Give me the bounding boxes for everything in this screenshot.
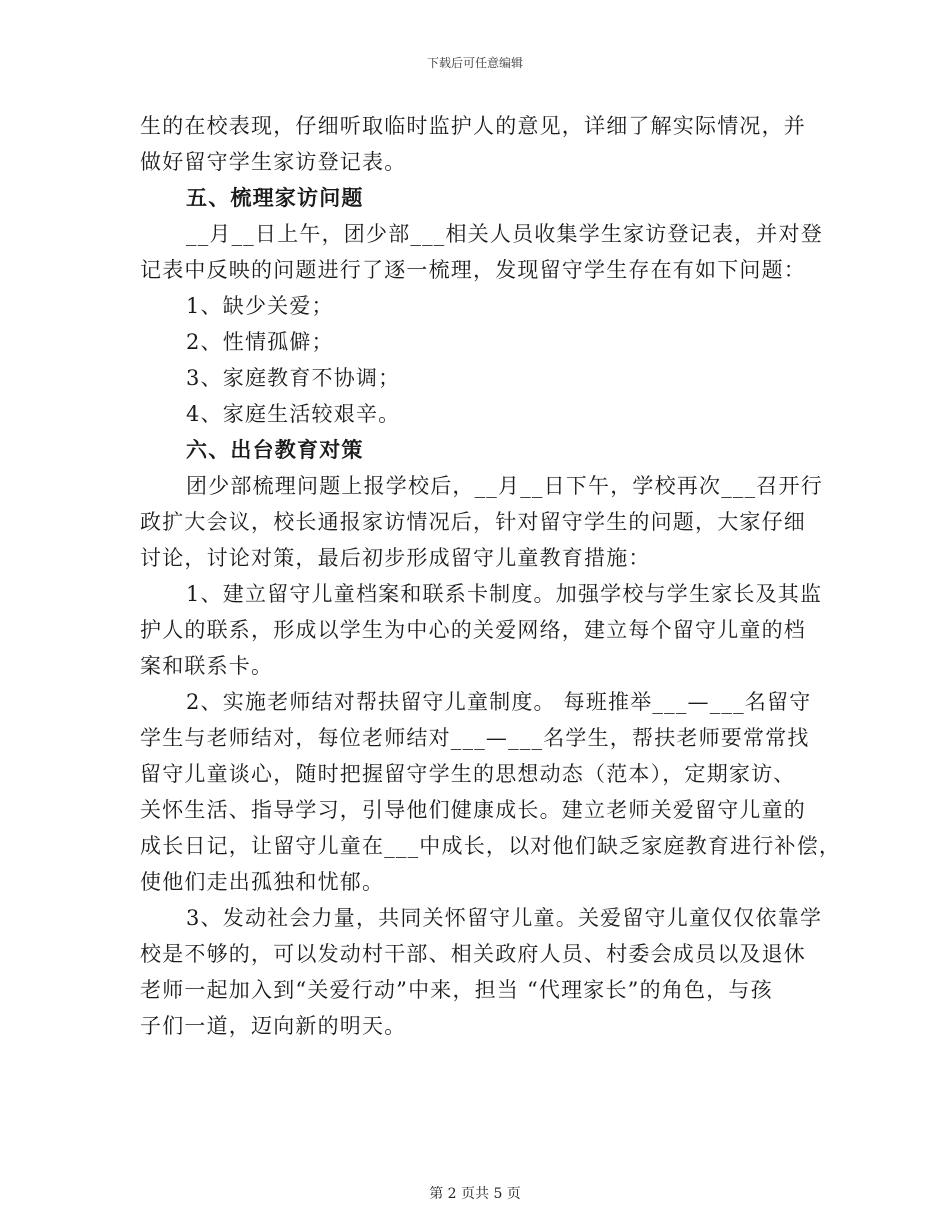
paragraph-line: 3、发动社会力量，共同关怀留守儿童。关爱留守儿童仅仅依靠学 <box>186 906 823 930</box>
list-item: 2、性情孤僻； <box>186 330 334 354</box>
paragraph-line: 政扩大会议，校长通报家访情况后，针对留守学生的问题，大家仔细 <box>140 510 806 534</box>
section-heading: 六、出台教育对策 <box>186 437 364 462</box>
section-heading: 五、梳理家访问题 <box>186 185 364 210</box>
paragraph-line: 生的在校表现，仔细听取临时监护人的意见，详细了解实际情况，并 <box>140 114 806 138</box>
list-item: 3、家庭教育不协调； <box>186 366 401 390</box>
paragraph-line: 子们一道，迈向新的明天。 <box>140 1014 407 1038</box>
paragraph-line: 留守儿童谈心，随时把握留守学生的思想动态（范本），定期家访、 <box>140 762 796 786</box>
paragraph-line: 案和联系卡。 <box>140 654 274 678</box>
paragraph-line: 讨论，讨论对策，最后初步形成留守儿童教育措施： <box>140 546 651 570</box>
document-body <box>140 108 842 1044</box>
paragraph-line: 学生与老师结对，每位老师结对___—___名学生，帮扶老师要常常找 <box>140 726 810 750</box>
paragraph-line: __月__日上午，团少部___相关人员收集学生家访登记表，并对登 <box>186 222 823 246</box>
paragraph-line: 护人的联系，形成以学生为中心的关爱网络，建立每个留守儿童的档 <box>140 618 806 642</box>
paragraph-line: 成长日记，让留守儿童在___中成长，以对他们缺乏家庭教育进行补偿， <box>140 834 842 858</box>
page-header: 下载后可任意编辑 <box>426 56 523 70</box>
paragraph-line: 记表中反映的问题进行了逐一梳理，发现留守学生存在有如下问题： <box>140 258 806 282</box>
list-item: 1、缺少关爱； <box>186 294 334 318</box>
list-item: 4、家庭生活较艰辛。 <box>186 402 401 426</box>
paragraph-line: 使他们走出孤独和忧郁。 <box>140 870 385 894</box>
paragraph-line: 2、实施老师结对帮扶留守儿童制度。 每班推举___—___名留守 <box>186 690 812 714</box>
paragraph-line: 1、建立留守儿童档案和联系卡制度。加强学校与学生家长及其监 <box>186 582 823 606</box>
paragraph-line: 做好留守学生家访登记表。 <box>140 150 407 174</box>
paragraph-line: 校是不够的，可以发动村干部、相关政府人员、村委会成员以及退休 <box>140 942 806 966</box>
page-footer: 第 2 页共 5 页 <box>429 1186 521 1202</box>
paragraph-line: 关怀生活、指导学习，引导他们健康成长。建立老师关爱留守儿童的 <box>140 798 806 822</box>
paragraph-line: 老师一起加入到“关爱行动”中来，担当 “代理家长”的角色，与孩 <box>140 978 773 1002</box>
paragraph-line: 团少部梳理问题上报学校后，__月__日下午，学校再次___召开行 <box>186 474 823 498</box>
